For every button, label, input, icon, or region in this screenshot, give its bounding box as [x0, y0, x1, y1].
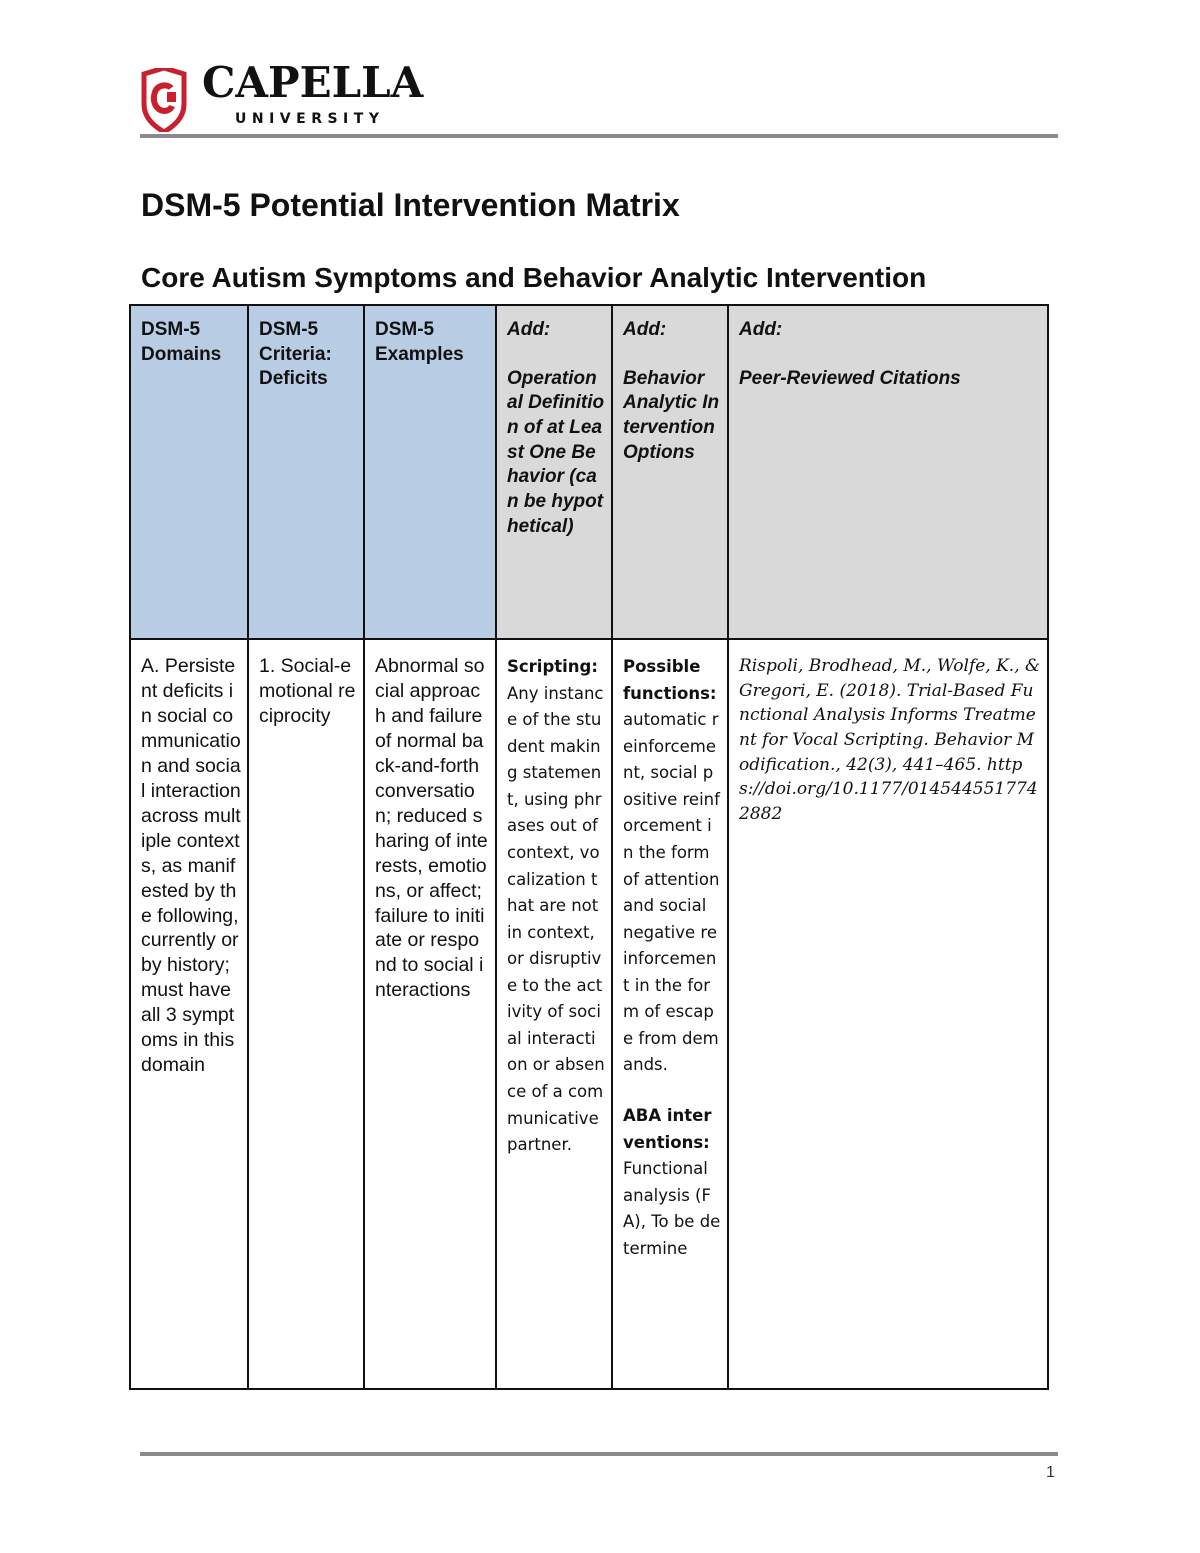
intervention-matrix-table	[129, 304, 1049, 1390]
header-citations	[728, 305, 1048, 639]
header-citations-label: Peer-Reviewed Citations	[739, 367, 961, 389]
functions-label: Possible functions:	[623, 657, 717, 703]
cell-domain	[130, 639, 248, 1389]
citation-text: Rispoli, Brodhead, M., Wolfe, K., & Gregori, E. (2018). Trial-Based Functional Analysis Informs Treatment for Vocal Scripting. Behavior Modification., 42(3), 441–465. https://doi.org/10.1177/0145445517742882	[739, 656, 1041, 824]
header-domains-label: DSM-5 Domains	[141, 319, 222, 365]
definition-text: Any instance of the student making statement, using phrases out of context, vocalization that are not in context, or disruptive to the activity of social interaction or absence of a communicative partner.	[507, 683, 605, 1155]
interventions-text: Functional analysis (FA), To be determine	[623, 1159, 721, 1258]
header-examples-label: DSM-5 Examples	[375, 319, 464, 365]
header-criteria	[248, 305, 364, 639]
criteria-text: 1. Social-emotional reciprocity	[259, 655, 356, 727]
cell-criteria	[248, 639, 364, 1389]
table-row	[130, 639, 1048, 1389]
domain-text: A. Persistent deficits in social communication and social interaction across multiple contexts, as manifested by the following, currently or by history; must have all 3 symptoms in this domain	[141, 655, 241, 1077]
definition-term: Scripting:	[507, 657, 598, 676]
header-operational-definition-label: Operational Definition of at Least One Behavior (can be hypothetical)	[507, 367, 605, 537]
header-criteria-label: DSM-5 Criteria: Deficits	[259, 319, 332, 390]
cell-intervention-options	[612, 639, 728, 1389]
header-add-label: Add:	[507, 319, 551, 340]
examples-text: Abnormal social approach and failure of normal back-and-forth conversation; reduced sharing of interests, emotions, or affect; failure to initiate or respond to social interactions	[375, 655, 488, 1002]
header-intervention-options	[612, 305, 728, 639]
header-add-label: Add:	[739, 319, 783, 340]
footer-divider	[140, 1452, 1058, 1456]
logo-wordmark: CAPELLA	[202, 58, 424, 107]
cell-examples	[364, 639, 496, 1389]
header-domains	[130, 305, 248, 639]
functions-text: automatic reinforcement, social positive reinforcement in the form of attention and social negative reinforcement in the form of escape from demands.	[623, 710, 720, 1075]
page-number: 1	[1046, 1464, 1055, 1481]
header-operational-definition	[496, 305, 612, 639]
document-title: DSM-5 Potential Intervention Matrix	[141, 187, 680, 223]
table-header-row	[130, 305, 1048, 639]
header-divider	[140, 134, 1058, 138]
shield-icon	[140, 68, 188, 132]
cell-citation	[728, 639, 1048, 1389]
cell-operational-definition	[496, 639, 612, 1389]
header-intervention-options-label: Behavior Analytic Intervention Options	[623, 367, 720, 463]
logo-subtitle: UNIVERSITY	[235, 111, 385, 127]
document-subtitle: Core Autism Symptoms and Behavior Analytic Intervention	[141, 262, 927, 293]
capella-logo	[140, 58, 440, 132]
header-add-label: Add:	[623, 319, 667, 340]
interventions-label: ABA interventions:	[623, 1106, 712, 1152]
header-examples	[364, 305, 496, 639]
